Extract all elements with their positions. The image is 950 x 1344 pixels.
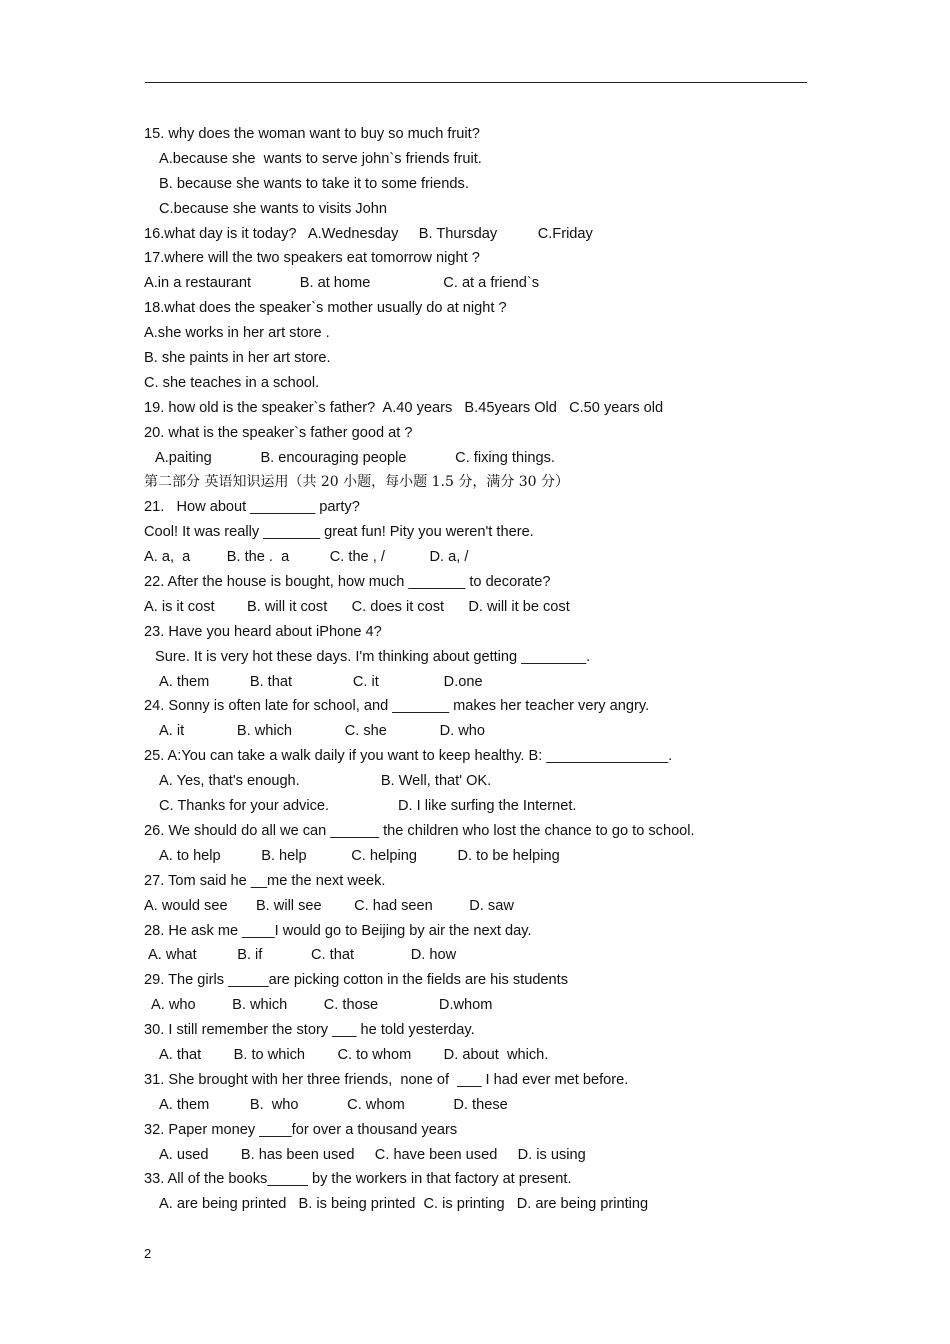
options-33: A. are being printed B. is being printed C. is printing D. are being printing [159,1196,649,1213]
options-25-ab: A. Yes, that's enough. B. Well, that' OK. [159,773,492,790]
options-23: A. them B. that C. it D.one [159,673,483,690]
options-25-cd: C. Thanks for your advice. D. I like surfing the Internet. [159,798,577,815]
question-20: 20. what is the speaker`s father good at ? [144,424,413,441]
option-15c: C.because she wants to visits John [159,200,387,217]
question-31: 31. She brought with her three friends, none of ___ I had ever met before. [144,1071,629,1088]
question-28: 28. He ask me ____I would go to Beijing by air the next day. [144,922,532,939]
question-33: 33. All of the books_____ by the workers in that factory at present. [144,1171,572,1188]
options-17: A.in a restaurant B. at home C. at a friend`s [144,275,540,292]
question-25: 25. A:You can take a walk daily if you want to keep healthy. B: _______________. [144,748,673,765]
question-21: 21. How about ________ party? [144,499,360,516]
question-24: 24. Sonny is often late for school, and _______ makes her teacher very angry. [144,698,650,715]
question-26: 26. We should do all we can ______ the children who lost the chance to go to school. [144,822,695,839]
option-15a: A.because she wants to serve john`s friends fruit. [159,150,482,167]
options-20: A.paiting B. encouraging people C. fixing things. [155,449,555,466]
options-21: A. a, a B. the . a C. the , / D. a, / [144,549,469,566]
option-18a: A.she works in her art store . [144,325,330,342]
question-18: 18.what does the speaker`s mother usually do at night ? [144,300,507,317]
question-23-reply: Sure. It is very hot these days. I'm thinking about getting ________. [155,648,591,665]
option-18c: C. she teaches in a school. [144,374,320,391]
question-15: 15. why does the woman want to buy so much fruit? [144,126,480,142]
options-32: A. used B. has been used C. have been used D. is using [159,1146,586,1163]
question-32: 32. Paper money ____for over a thousand years [144,1121,458,1138]
question-22: 22. After the house is bought, how much _______ to decorate? [144,574,551,591]
question-16: 16.what day is it today? A.Wednesday B. Thursday C.Friday [144,225,593,242]
options-26: A. to help B. help C. helping D. to be helping [159,847,560,864]
options-31: A. them B. who C. whom D. these [159,1096,508,1113]
section-heading: 第二部分 英语知识运用（共 20 小题，每小题 1.5 分，满分 30 分） [144,474,570,491]
option-18b: B. she paints in her art store. [144,350,331,367]
question-30: 30. I still remember the story ___ he told yesterday. [144,1022,475,1039]
options-24: A. it B. which C. she D. who [159,723,486,740]
options-27: A. would see B. will see C. had seen D. saw [144,897,514,914]
question-29: 29. The girls _____are picking cotton in the fields are his students [144,972,569,989]
question-21-reply: Cool! It was really _______ great fun! Pity you weren't there. [144,524,534,541]
options-22: A. is it cost B. will it cost C. does it cost D. will it be cost [144,598,570,615]
options-30: A. that B. to which C. to whom D. about which. [159,1046,549,1063]
document-body [144,122,844,1217]
question-27: 27. Tom said he __me the next week. [144,872,386,889]
question-19: 19. how old is the speaker`s father? A.40 years B.45years Old C.50 years old [144,399,664,416]
option-15b: B. because she wants to take it to some friends. [159,175,469,192]
question-23: 23. Have you heard about iPhone 4? [144,623,382,640]
page-number: 2 [144,1246,152,1261]
header-rule [145,82,807,83]
options-29: A. who B. which C. those D.whom [151,997,493,1014]
question-17: 17.where will the two speakers eat tomorrow night ? [144,250,480,267]
options-28: A. what B. if C. that D. how [148,947,457,964]
